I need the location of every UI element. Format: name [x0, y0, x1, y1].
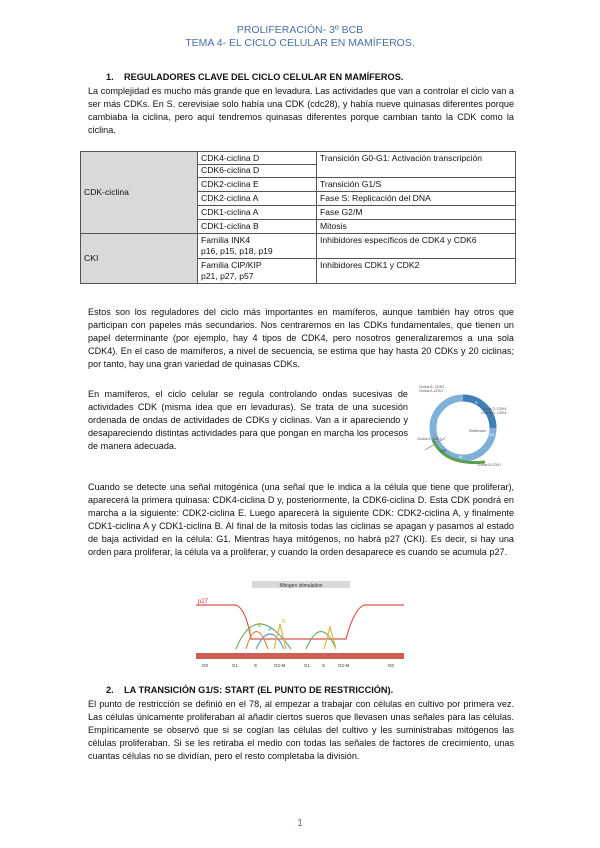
phase-label: G2-M	[338, 663, 350, 668]
label-ciclina-a-cdk1: Ciclina A-CDK1	[419, 389, 444, 393]
cell-line: p21, p27, p57	[201, 271, 254, 281]
phase-bar	[196, 653, 404, 659]
section-1-heading	[106, 72, 403, 82]
cell-line: Familia CIP/KIP	[201, 260, 262, 270]
label-g0: G0	[441, 448, 447, 453]
label-g2: G2	[489, 432, 495, 437]
section-1-paragraph: La complejidad es mucho más grande que en levadura. Las actividades que van a controlar el ciclo van a ser más CDKs. En S. cerevisiae solo había una CDK (cdc28), y había nueve quinasas diferentes porque cambiaba la ciclina, pero aquí tendremos quinasas diferentes porque cambian tanto la CDK como la ciclina.	[88, 86, 514, 135]
section-2-heading	[106, 685, 393, 695]
group-cki: CKI	[81, 234, 198, 284]
letter-a: A	[268, 627, 272, 633]
label-ciclina-a-cdk2: Ciclina A- CDK2	[419, 385, 445, 389]
label-restriccion: Restricción	[469, 429, 487, 433]
page-number: 1	[297, 818, 303, 829]
table-cell	[198, 152, 317, 178]
table-row	[81, 152, 516, 178]
section-2-number: 2.	[106, 685, 114, 695]
cell-line: p16, p15, p18, p19	[201, 246, 273, 256]
phase-label: S	[254, 663, 258, 668]
table-cell: Fase S: Replicación del DNA	[317, 192, 516, 206]
table-cell: Transición G0-G1: Activación transcripción	[317, 152, 516, 178]
label-ciclina-d-cdk4: Ciclina D- CDK4	[481, 407, 507, 411]
p27-label: p27	[198, 599, 209, 605]
table-cell	[198, 234, 317, 259]
cyclin-a-curve	[256, 634, 284, 649]
mitogen-title: Mitogen stimulation	[279, 583, 323, 589]
phase-label: G1	[304, 663, 311, 668]
letter-d: D	[248, 627, 252, 633]
phase-label: G0	[388, 663, 395, 668]
section-2-paragraph: El punto de restricción se definió en el 78, al empezar a trabajar con células en cultivo por primera vez. Las células únicamente proliferaban al añadir ciertos sueros que llevasen unas señales para las células. Empíricamente se observó que si se cogían las células del cultivo y les suministrabas mitógenos las células proliferaban. Si se les retiraba el medio con todas las señales de factores de crecimiento, unas cuantas células no se dividían, pero el resto completaba la división.	[88, 699, 514, 761]
label-s: S	[475, 400, 478, 405]
page-header	[0, 24, 600, 50]
section-1-number: 1.	[106, 72, 114, 82]
cell-line: Familia INK4	[201, 235, 251, 245]
cell-cycle-diagram	[415, 380, 515, 472]
phase-label: G2-M	[274, 663, 286, 668]
label-ciclina-b-cdk1: Ciclina B-CDK1	[477, 463, 502, 467]
table-cell: Inhibidores específicos de CDK4 y CDK6	[317, 234, 516, 259]
table-cell: CDK2-ciclina A	[198, 192, 317, 206]
table-cell: CDK1-ciclina B	[198, 220, 317, 234]
table-cell	[198, 259, 317, 284]
table-cell: Inhibidores CDK1 y CDK2	[317, 259, 516, 284]
section-1-title: REGULADORES CLAVE DEL CICLO CELULAR EN MAMÍFEROS.	[124, 72, 404, 82]
phase-label: G0	[202, 663, 209, 668]
header-topic: TEMA 4- EL CICLO CELULAR EN MAMÍFEROS.	[185, 37, 415, 49]
regulators-table	[80, 151, 516, 284]
paragraph-mitogenic-signal: Cuando se detecte una señal mitogénica (una señal que le indica a la célula que tiene que proliferar), aparecerá la primera quinasa: CDK4-ciclina D y, posteriormente, la CDK6-ciclina D. Esta CDK pondrá en marcha a la siguiente: CDK2-ciclina E. Luego aparecerá la siguiente CDK: CDK2-ciclina A, y finalmente CDK1-ciclina A y CDK1-ciclina B. Al final de la mitosis todas las ciclinas se apagan y pasamos al estado de baja actividad en la célula: G1. Mientras haya mitógenos, no habrá p27 (CKI). Es decir, si hay una orden para proliferar, la célula va a proliferar, y cuando la orden desaparece es cuando se acumula p27.	[88, 482, 514, 557]
paragraph-regulators: Estos son los reguladores del ciclo más importantes en mamíferos, aunque también hay otros que participan con papeles más secundarios. Nos centraremos en las CDKs fundamentales, que tienen un papel determinante (por ejemplo, hay 4 tipos de CDK4, pero nosotros generalizaremos a una sola CDK4). En el caso de mamíferos, a nivel de secuencia, se estima que hay hasta 20 CDKs y 20 ciclinas; por tanto, hay una gran variedad de quinasas CDKs.	[88, 307, 514, 369]
table-cell: Transición G1/S	[317, 178, 516, 192]
table-cell: CDK2-ciclina E	[198, 178, 317, 192]
phase-labels	[202, 663, 395, 668]
p27-curve	[196, 605, 404, 639]
phase-label: S	[322, 663, 326, 668]
phase-label: G1	[232, 663, 239, 668]
letter-b: B	[282, 619, 286, 625]
group-cdk-ciclina: CDK-ciclina	[81, 152, 198, 234]
label-ciclina-d-cdk6: Ciclina D- CDK6	[481, 411, 507, 415]
mitogen-stimulation-figure	[196, 579, 404, 669]
table-row	[81, 234, 516, 259]
table-cell: CDK1-ciclina A	[198, 206, 317, 220]
table-cell: Fase G2/M	[317, 206, 516, 220]
paragraph-cdk-waves: En mamíferos, el ciclo celular se regula controlando ondas sucesivas de actividades CDK (misma idea que en levaduras). Se trata de una sucesión ordenada de ondas de actividades de CDKs y ciclinas. Van a ir apareciendo y desapareciendo distintas actividades para que pongan en marcha los procesos de manera adecuada.	[88, 389, 408, 451]
label-g1: G1	[437, 416, 443, 421]
label-m: M	[459, 454, 463, 459]
letter-e: E	[258, 623, 262, 629]
label-ciclina-e-cdk2: Ciclina E-CDK2	[417, 437, 442, 441]
header-course: PROLIFERACIÓN- 3º BCB	[236, 24, 364, 36]
cell-line: CDK4-ciclina D	[201, 153, 260, 163]
section-2-title: LA TRANSICIÓN G1/S: START (EL PUNTO DE RESTRICCIÓN).	[124, 685, 394, 695]
cell-line: CDK6-ciclina D	[198, 164, 316, 176]
table-cell: Mitosis	[317, 220, 516, 234]
